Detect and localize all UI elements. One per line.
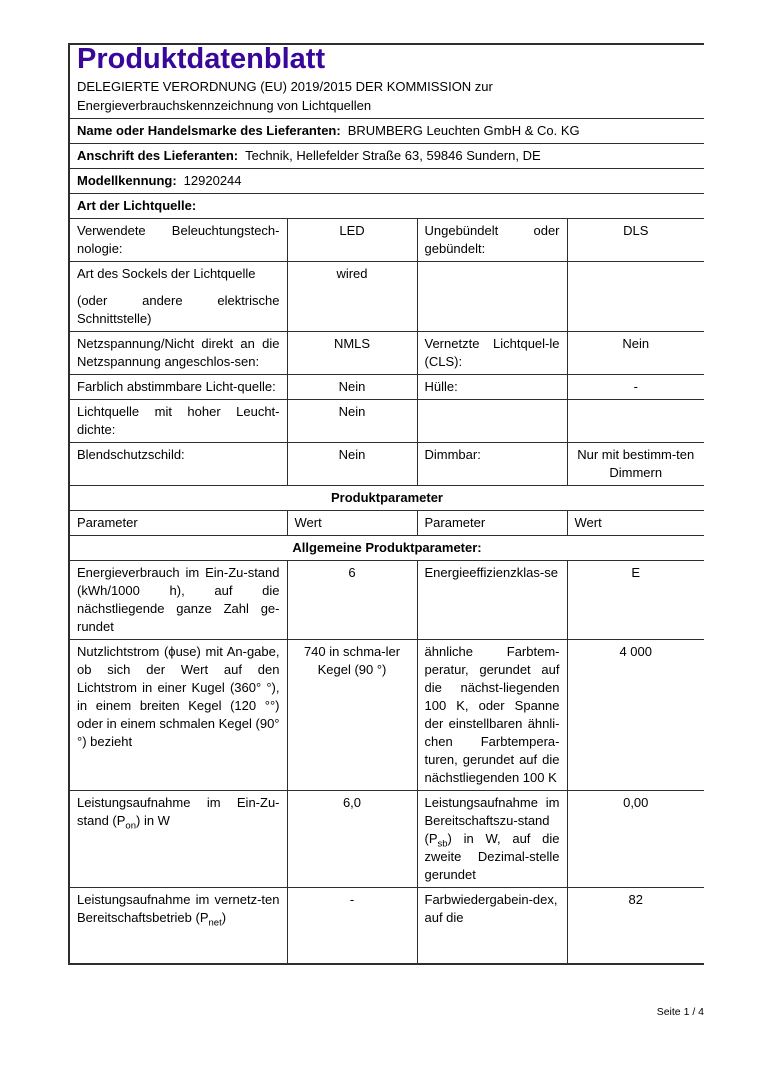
page-number: Seite 1 / 4 [656,1006,704,1018]
subsection-header-allgemeine: Allgemeine Produktparameter: [69,536,704,561]
spec-row [69,219,704,262]
column-header-row [69,511,704,536]
value-cell: Nein [287,443,417,486]
column-header-wert-1: Wert [287,511,417,536]
section-header-produktparameter: Produktparameter [69,486,704,511]
value-cell: NMLS [287,332,417,375]
param-row [69,791,704,888]
section-header-row [69,486,704,511]
param-cell: Leistungsaufnahme im Bereitschaftszu-stand $(P_{sb})$ in W, auf die zweite Dezimal-stelle gerundet [417,791,567,888]
value-cell [567,400,704,443]
title-row [69,44,704,119]
value-cell: Nein [287,375,417,400]
spec-row [69,262,704,332]
param-cell: Farblich abstimmbare Licht-quelle: [69,375,287,400]
supplier-address-value: Technik, Hellefelder Straße 63, 59846 Sundern, DE [245,148,541,163]
value-cell: 82 [567,888,704,964]
value-cell: Nur mit bestimm-ten Dimmern [567,443,704,486]
value-cell: 740 in schma-ler Kegel (90 °) [287,640,417,791]
spec-row [69,400,704,443]
spec-row [69,332,704,375]
light-source-type-label: Art der Lichtquelle: [77,198,197,213]
value-cell: 6 [287,561,417,640]
page-title: Produktdatenblatt [77,43,326,75]
param-cell [69,262,287,332]
param-cell: Blendschutzschild: [69,443,287,486]
supplier-name-row [69,119,704,144]
param-line-1: Art des Sockels der Lichtquelle [77,266,256,281]
value-cell: 6,0 [287,791,417,888]
light-source-type-row [69,194,704,219]
value-cell: Nein [567,332,704,375]
param-cell: Hülle: [417,375,567,400]
param-cell [417,262,567,332]
subscript: net [208,917,222,929]
column-header-wert-2: Wert [567,511,704,536]
param-cell [417,400,567,443]
spec-row [69,375,704,400]
param-cell: Energieverbrauch im Ein-Zu-stand (kWh/1000 h), auf die nächstliegende ganze Zahl ge-rundet [69,561,287,640]
column-header-parameter-1: Parameter [69,511,287,536]
datasheet-table [68,43,704,1002]
supplier-address-row [69,144,704,169]
param-cell: Vernetzte Lichtquel-le (CLS): [417,332,567,375]
supplier-name-value: BRUMBERG Leuchten GmbH & Co. KG [347,123,580,138]
subscript: on [125,820,136,832]
param-cell: Dimmbar: [417,443,567,486]
subsection-header-row [69,536,704,561]
regulation-line-1: DELEGIERTE VERORDNUNG (EU) 2019/2015 DER KOMMISSION zur [77,79,493,94]
value-cell: - [287,888,417,964]
param-cell: Leistungsaufnahme im Ein-Zu-stand $(P_{on})$ in W [69,791,287,888]
param-cell: ähnliche Farbtem-peratur, gerundet auf die nächst-liegenden 100 K, oder Spanne der einstellbaren ähnli-chen Farbtempera-turen, gerundet auf die nächstliegenden 100 K [417,640,567,791]
value-cell: DLS [567,219,704,262]
model-id-value: 12920244 [183,173,242,188]
supplier-name-label: Name oder Handelsmarke des Lieferanten: [77,123,341,138]
param-row [69,561,704,640]
model-id-row [69,169,704,194]
column-header-parameter-2: Parameter [417,511,567,536]
value-cell: - [567,375,704,400]
value-cell: E [567,561,704,640]
param-cell: Verwendete Beleuchtungstech-nologie: [69,219,287,262]
param-cell: Energieeffizienzklas-se [417,561,567,640]
param-cell: Netzspannung/Nicht direkt an die Netzspannung angeschlos-sen: [69,332,287,375]
value-cell: wired [287,262,417,332]
regulation-line-2: Energieverbrauchskennzeichnung von Lichtquellen [77,98,372,113]
param-cell: Farbwiedergabein-dex, auf die [417,888,567,964]
value-cell: Nein [287,400,417,443]
param-cell: Leistungsaufnahme im vernetz-ten Bereitschaftsbetrieb $(P_{net})$ [69,888,287,964]
param-cell: Lichtquelle mit hoher Leucht-dichte: [69,400,287,443]
value-cell: LED [287,219,417,262]
value-cell: 4 000 [567,640,704,791]
param-cell: Ungebündelt oder gebündelt: [417,219,567,262]
param-row [69,640,704,791]
supplier-address-label: Anschrift des Lieferanten: [77,148,239,163]
subscript: sb [437,838,448,850]
value-cell [567,262,704,332]
datasheet-grid [68,43,704,965]
param-cell: Nutzlichtstrom (ϕuse) mit An-gabe, ob sich der Wert auf den Lichtstrom in einer Kugel (360° °), in einem breiten Kegel (120 °°) oder in einem schmalen Kegel (90° °) bezieht [69,640,287,791]
spec-row [69,443,704,486]
param-row-clipped [69,888,704,964]
param-line-2: (oder andere elektrische Schnittstelle) [77,293,280,326]
value-cell: 0,00 [567,791,704,888]
model-id-label: Modellkennung: [77,173,177,188]
